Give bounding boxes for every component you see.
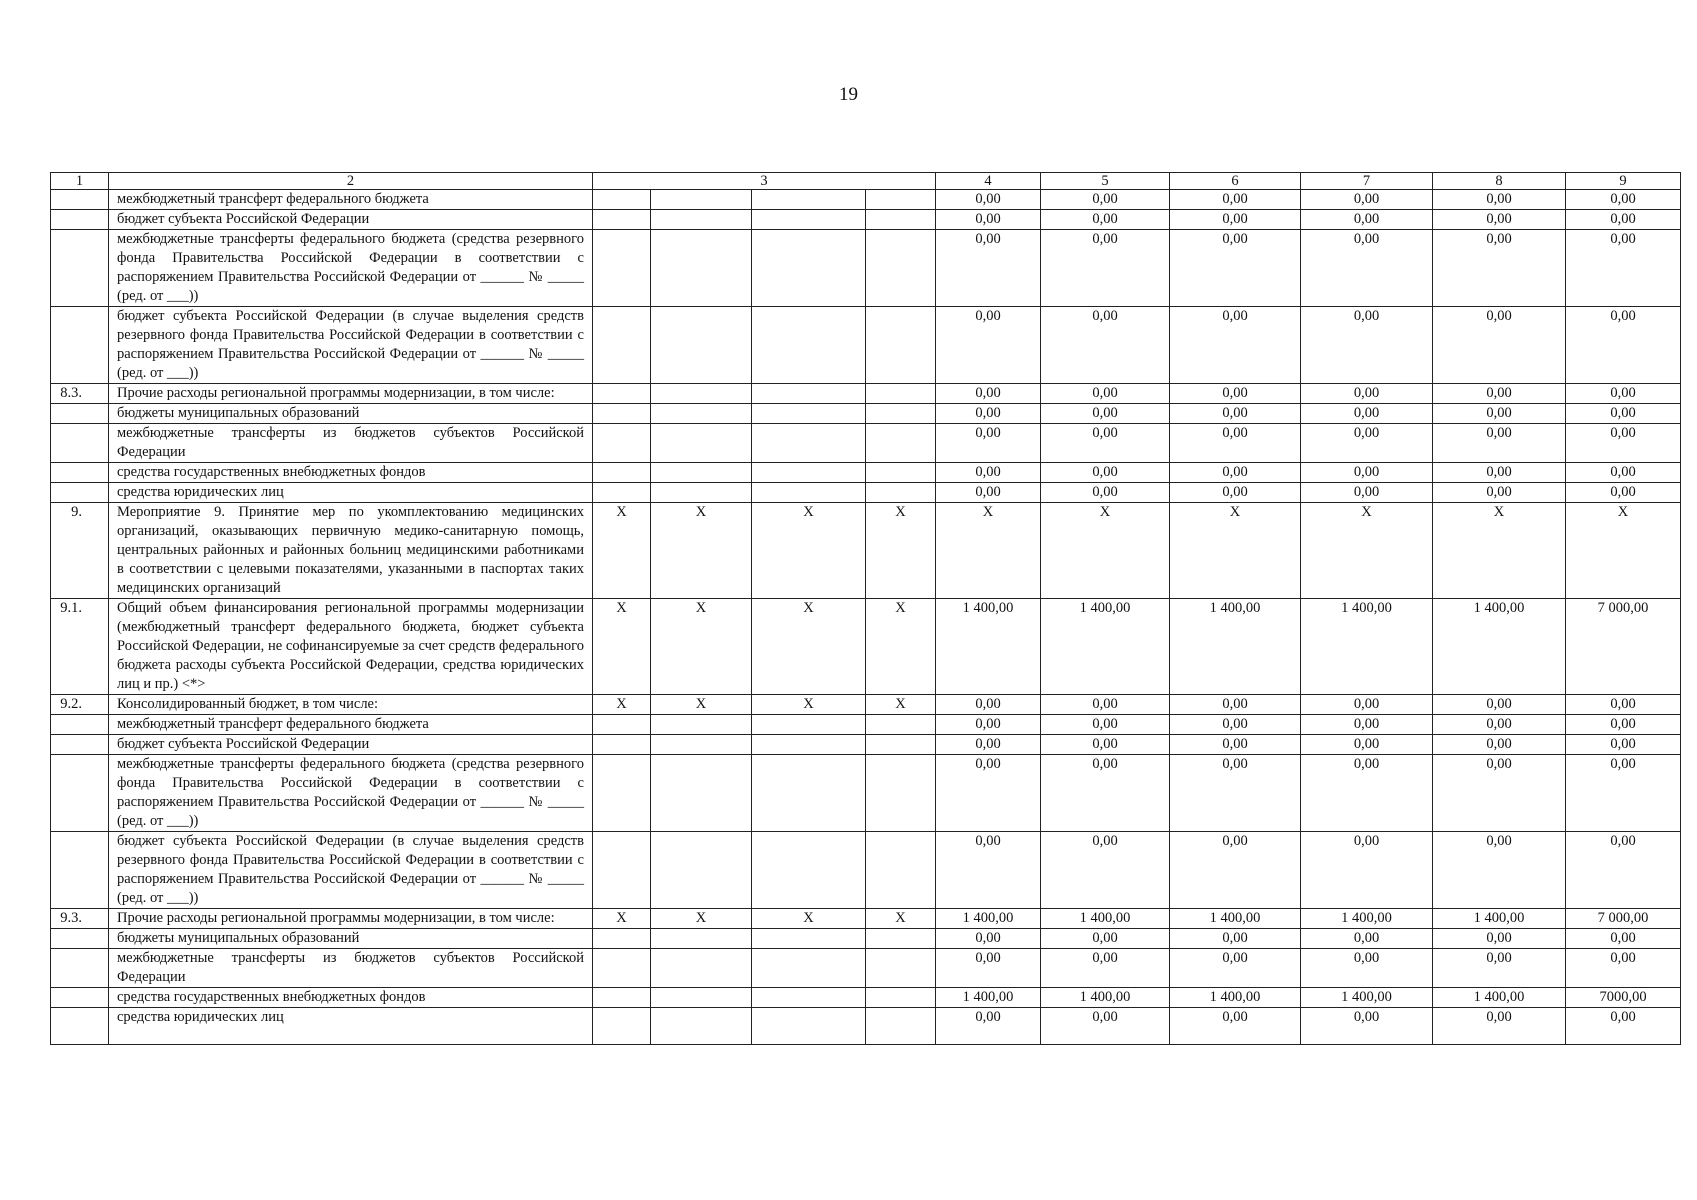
source-mark-cell [651, 483, 752, 503]
amount-cell: 0,00 [1170, 755, 1301, 832]
source-mark-cell [593, 735, 651, 755]
source-mark-cell [752, 755, 866, 832]
source-mark-cell [651, 929, 752, 949]
source-mark-cell [593, 190, 651, 210]
amount-cell: 0,00 [1566, 210, 1681, 230]
amount-cell: 0,00 [1041, 190, 1170, 210]
amount-cell: X [1566, 503, 1681, 599]
source-mark-cell: X [651, 909, 752, 929]
table-row [51, 929, 1681, 949]
row-index [51, 463, 109, 483]
row-index: 9.3. [51, 909, 109, 929]
source-mark-cell [651, 1008, 752, 1045]
source-mark-cell [593, 715, 651, 735]
source-mark-cell: X [866, 909, 936, 929]
source-mark-cell [866, 190, 936, 210]
amount-cell: 0,00 [936, 210, 1041, 230]
amount-cell: 1 400,00 [1170, 599, 1301, 695]
amount-cell: 1 400,00 [936, 988, 1041, 1008]
amount-cell: 0,00 [1433, 190, 1566, 210]
source-mark-cell [651, 384, 752, 404]
source-mark-cell: X [593, 599, 651, 695]
source-mark-cell [752, 404, 866, 424]
source-mark-cell [866, 230, 936, 307]
table-row [51, 404, 1681, 424]
row-description: средства государственных внебюджетных фондов [109, 988, 593, 1008]
page-number: 19 [839, 84, 858, 105]
amount-cell: 0,00 [1170, 929, 1301, 949]
amount-cell: 1 400,00 [1041, 599, 1170, 695]
amount-cell: 1 400,00 [1433, 909, 1566, 929]
amount-cell: 0,00 [1566, 190, 1681, 210]
amount-cell: 0,00 [1301, 404, 1433, 424]
source-mark-cell [866, 424, 936, 463]
header-cell: 9 [1566, 173, 1681, 190]
amount-cell: 7 000,00 [1566, 599, 1681, 695]
amount-cell: 0,00 [1170, 384, 1301, 404]
source-mark-cell: X [752, 695, 866, 715]
amount-cell: 0,00 [1566, 483, 1681, 503]
amount-cell: 0,00 [1170, 949, 1301, 988]
header-cell: 4 [936, 173, 1041, 190]
row-description: Общий объем финансирования региональной программы модернизации (межбюджетный трансферт федерального бюджета, бюджет субъекта Российской Федерации, не софинансируемые за счет средств федерального бюджета расходы субъекта Российской Федерации, средства юридических лиц и пр.) <*> [109, 599, 593, 695]
amount-cell: 0,00 [1041, 695, 1170, 715]
amount-cell: 0,00 [1041, 404, 1170, 424]
row-description: межбюджетные трансферты из бюджетов субъектов Российской Федерации [109, 424, 593, 463]
row-description: бюджет субъекта Российской Федерации [109, 735, 593, 755]
amount-cell: 0,00 [1566, 463, 1681, 483]
amount-cell: 0,00 [1566, 715, 1681, 735]
amount-cell: 0,00 [1433, 929, 1566, 949]
row-description: бюджеты муниципальных образований [109, 929, 593, 949]
source-mark-cell [866, 307, 936, 384]
source-mark-cell [866, 832, 936, 909]
row-description: межбюджетные трансферты из бюджетов субъектов Российской Федерации [109, 949, 593, 988]
table-row [51, 463, 1681, 483]
source-mark-cell: X [651, 599, 752, 695]
amount-cell: 0,00 [936, 695, 1041, 715]
source-mark-cell [752, 988, 866, 1008]
source-mark-cell [866, 929, 936, 949]
amount-cell: 0,00 [936, 384, 1041, 404]
table-row [51, 988, 1681, 1008]
amount-cell: 0,00 [1301, 949, 1433, 988]
amount-cell: 0,00 [1433, 1008, 1566, 1045]
amount-cell: 0,00 [936, 755, 1041, 832]
source-mark-cell [752, 735, 866, 755]
header-row [51, 173, 1681, 190]
amount-cell: 0,00 [936, 735, 1041, 755]
source-mark-cell [866, 463, 936, 483]
source-mark-cell [866, 715, 936, 735]
source-mark-cell [651, 190, 752, 210]
table-row [51, 230, 1681, 307]
source-mark-cell [593, 230, 651, 307]
header-cell: 1 [51, 173, 109, 190]
row-description: бюджет субъекта Российской Федерации (в случае выделения средств резервного фонда Правительства Российской Федерации в соответствии с распоряжением Правительства Российской Федерации от ______ № _____ (ред. от ___)) [109, 832, 593, 909]
amount-cell: 0,00 [1170, 404, 1301, 424]
amount-cell: 0,00 [1301, 755, 1433, 832]
table-body [51, 173, 1681, 1045]
amount-cell: 0,00 [1301, 210, 1433, 230]
amount-cell: 0,00 [936, 404, 1041, 424]
amount-cell: 0,00 [1566, 929, 1681, 949]
source-mark-cell: X [752, 503, 866, 599]
table-row [51, 503, 1681, 599]
source-mark-cell [752, 715, 866, 735]
row-description: бюджеты муниципальных образований [109, 404, 593, 424]
amount-cell: 1 400,00 [1170, 988, 1301, 1008]
table-row [51, 949, 1681, 988]
amount-cell: 0,00 [1301, 929, 1433, 949]
table-row [51, 190, 1681, 210]
amount-cell: 1 400,00 [1041, 988, 1170, 1008]
source-mark-cell [593, 483, 651, 503]
amount-cell: 0,00 [936, 307, 1041, 384]
financing-table [50, 172, 1681, 1045]
amount-cell: 0,00 [1041, 929, 1170, 949]
amount-cell: 0,00 [1566, 1008, 1681, 1045]
amount-cell: 0,00 [1041, 384, 1170, 404]
amount-cell: 0,00 [936, 929, 1041, 949]
amount-cell: 0,00 [1170, 695, 1301, 715]
row-index [51, 424, 109, 463]
amount-cell: 0,00 [936, 424, 1041, 463]
row-index [51, 832, 109, 909]
header-cell: 2 [109, 173, 593, 190]
source-mark-cell [752, 424, 866, 463]
amount-cell: 0,00 [1566, 384, 1681, 404]
row-description: средства юридических лиц [109, 1008, 593, 1045]
amount-cell: 0,00 [1041, 483, 1170, 503]
source-mark-cell: X [593, 503, 651, 599]
row-description: бюджет субъекта Российской Федерации (в случае выделения средств резервного фонда Правительства Российской Федерации в соответствии с распоряжением Правительства Российской Федерации от ______ № _____ (ред. от ___)) [109, 307, 593, 384]
source-mark-cell [752, 210, 866, 230]
source-mark-cell [651, 988, 752, 1008]
table-row [51, 384, 1681, 404]
table-row [51, 755, 1681, 832]
source-mark-cell [651, 463, 752, 483]
amount-cell: 0,00 [936, 949, 1041, 988]
source-mark-cell [593, 424, 651, 463]
amount-cell: 0,00 [1433, 949, 1566, 988]
table-row [51, 715, 1681, 735]
amount-cell: 0,00 [1301, 463, 1433, 483]
header-cell: 5 [1041, 173, 1170, 190]
row-index: 9.1. [51, 599, 109, 695]
source-mark-cell: X [593, 695, 651, 715]
amount-cell: 0,00 [1433, 230, 1566, 307]
amount-cell: 0,00 [1433, 404, 1566, 424]
amount-cell: 0,00 [1301, 695, 1433, 715]
header-cell: 8 [1433, 173, 1566, 190]
amount-cell: 1 400,00 [936, 599, 1041, 695]
header-cell: 7 [1301, 173, 1433, 190]
source-mark-cell [651, 230, 752, 307]
amount-cell: 0,00 [1433, 755, 1566, 832]
row-index: 9.2. [51, 695, 109, 715]
amount-cell: 0,00 [1041, 230, 1170, 307]
row-index: 8.3. [51, 384, 109, 404]
source-mark-cell [752, 929, 866, 949]
source-mark-cell [866, 949, 936, 988]
row-index: 9. [51, 503, 109, 599]
source-mark-cell [866, 483, 936, 503]
row-index [51, 483, 109, 503]
table-row [51, 483, 1681, 503]
amount-cell: 0,00 [1433, 832, 1566, 909]
row-index [51, 1008, 109, 1045]
amount-cell: 0,00 [936, 1008, 1041, 1045]
row-index [51, 735, 109, 755]
amount-cell: 0,00 [1433, 695, 1566, 715]
amount-cell: 0,00 [1041, 715, 1170, 735]
amount-cell: 0,00 [1566, 307, 1681, 384]
amount-cell: 0,00 [1433, 424, 1566, 463]
amount-cell: 1 400,00 [1433, 988, 1566, 1008]
row-description: средства государственных внебюджетных фондов [109, 463, 593, 483]
source-mark-cell [866, 988, 936, 1008]
amount-cell: X [936, 503, 1041, 599]
amount-cell: X [1041, 503, 1170, 599]
source-mark-cell [593, 949, 651, 988]
amount-cell: 0,00 [1433, 463, 1566, 483]
amount-cell: 0,00 [1170, 307, 1301, 384]
amount-cell: 0,00 [936, 190, 1041, 210]
amount-cell: 0,00 [936, 715, 1041, 735]
amount-cell: 7 000,00 [1566, 909, 1681, 929]
source-mark-cell: X [866, 695, 936, 715]
amount-cell: 0,00 [1041, 735, 1170, 755]
source-mark-cell [593, 463, 651, 483]
amount-cell: 0,00 [1170, 424, 1301, 463]
amount-cell: 0,00 [1301, 384, 1433, 404]
source-mark-cell [752, 832, 866, 909]
amount-cell: 0,00 [1433, 210, 1566, 230]
amount-cell: 0,00 [1301, 1008, 1433, 1045]
source-mark-cell: X [866, 599, 936, 695]
amount-cell: 0,00 [1301, 715, 1433, 735]
source-mark-cell [651, 949, 752, 988]
amount-cell: 0,00 [1433, 715, 1566, 735]
row-index [51, 988, 109, 1008]
source-mark-cell [651, 715, 752, 735]
amount-cell: 7000,00 [1566, 988, 1681, 1008]
source-mark-cell [593, 832, 651, 909]
source-mark-cell [752, 190, 866, 210]
source-mark-cell [651, 735, 752, 755]
row-index [51, 755, 109, 832]
amount-cell: 0,00 [1041, 755, 1170, 832]
row-index [51, 929, 109, 949]
source-mark-cell [866, 404, 936, 424]
row-description: Мероприятие 9. Принятие мер по укомплектованию медицинских организаций, оказывающих первичную медико-санитарную помощь, центральных районных и районных больниц медицинскими работниками в соответствии с целевыми показателями, указанными в паспортах таких медицинских организаций [109, 503, 593, 599]
amount-cell: 0,00 [1433, 384, 1566, 404]
table-row [51, 832, 1681, 909]
row-index [51, 949, 109, 988]
amount-cell: 1 400,00 [1170, 909, 1301, 929]
amount-cell: 0,00 [1301, 735, 1433, 755]
amount-cell: 0,00 [936, 463, 1041, 483]
source-mark-cell [752, 307, 866, 384]
source-mark-cell [593, 1008, 651, 1045]
row-index [51, 404, 109, 424]
amount-cell: 0,00 [1041, 424, 1170, 463]
table-row [51, 307, 1681, 384]
source-mark-cell [752, 483, 866, 503]
source-mark-cell [866, 735, 936, 755]
amount-cell: 0,00 [1566, 230, 1681, 307]
table-row [51, 599, 1681, 695]
amount-cell: 0,00 [1566, 755, 1681, 832]
header-cell: 3 [593, 173, 936, 190]
source-mark-cell [866, 384, 936, 404]
row-description: межбюджетный трансферт федерального бюджета [109, 715, 593, 735]
table-row [51, 424, 1681, 463]
source-mark-cell [593, 755, 651, 832]
source-mark-cell [752, 463, 866, 483]
source-mark-cell [866, 1008, 936, 1045]
amount-cell: X [1170, 503, 1301, 599]
amount-cell: 1 400,00 [1301, 909, 1433, 929]
amount-cell: 0,00 [1041, 949, 1170, 988]
source-mark-cell: X [866, 503, 936, 599]
source-mark-cell [651, 755, 752, 832]
source-mark-cell [593, 929, 651, 949]
amount-cell: 0,00 [936, 832, 1041, 909]
source-mark-cell: X [651, 503, 752, 599]
source-mark-cell [752, 949, 866, 988]
amount-cell: 0,00 [1566, 404, 1681, 424]
row-index [51, 230, 109, 307]
row-index [51, 307, 109, 384]
amount-cell: 0,00 [1170, 210, 1301, 230]
row-description: Прочие расходы региональной программы модернизации, в том числе: [109, 909, 593, 929]
amount-cell: 0,00 [936, 230, 1041, 307]
amount-cell: 0,00 [1301, 230, 1433, 307]
row-description: межбюджетные трансферты федерального бюджета (средства резервного фонда Правительства Российской Федерации в соответствии с распоряжением Правительства Российской Федерации от ______ № _____ (ред. от ___)) [109, 755, 593, 832]
amount-cell: 0,00 [1170, 832, 1301, 909]
source-mark-cell [752, 1008, 866, 1045]
amount-cell: 0,00 [1041, 1008, 1170, 1045]
row-index [51, 210, 109, 230]
source-mark-cell [593, 210, 651, 230]
source-mark-cell [593, 384, 651, 404]
amount-cell: 0,00 [1566, 424, 1681, 463]
source-mark-cell [651, 424, 752, 463]
row-description: бюджет субъекта Российской Федерации [109, 210, 593, 230]
amount-cell: X [1301, 503, 1433, 599]
amount-cell: 0,00 [1301, 190, 1433, 210]
source-mark-cell: X [752, 599, 866, 695]
amount-cell: 1 400,00 [1041, 909, 1170, 929]
source-mark-cell [752, 384, 866, 404]
row-description: Консолидированный бюджет, в том числе: [109, 695, 593, 715]
amount-cell: 0,00 [936, 483, 1041, 503]
amount-cell: 0,00 [1041, 463, 1170, 483]
table-row [51, 210, 1681, 230]
source-mark-cell: X [593, 909, 651, 929]
row-description: межбюджетные трансферты федерального бюджета (средства резервного фонда Правительства Российской Федерации в соответствии с распоряжением Правительства Российской Федерации от ______ № _____ (ред. от ___)) [109, 230, 593, 307]
amount-cell: 0,00 [1301, 832, 1433, 909]
amount-cell: 0,00 [1566, 949, 1681, 988]
amount-cell: 0,00 [1433, 307, 1566, 384]
amount-cell: 0,00 [1170, 715, 1301, 735]
source-mark-cell [651, 404, 752, 424]
amount-cell: X [1433, 503, 1566, 599]
source-mark-cell: X [752, 909, 866, 929]
amount-cell: 0,00 [1301, 483, 1433, 503]
amount-cell: 0,00 [1433, 735, 1566, 755]
row-index [51, 190, 109, 210]
source-mark-cell: X [651, 695, 752, 715]
source-mark-cell [593, 988, 651, 1008]
source-mark-cell [651, 307, 752, 384]
source-mark-cell [593, 404, 651, 424]
table-row [51, 735, 1681, 755]
amount-cell: 0,00 [1170, 463, 1301, 483]
source-mark-cell [866, 755, 936, 832]
amount-cell: 0,00 [1170, 1008, 1301, 1045]
source-mark-cell [651, 832, 752, 909]
amount-cell: 0,00 [1566, 832, 1681, 909]
source-mark-cell [593, 307, 651, 384]
amount-cell: 0,00 [1566, 695, 1681, 715]
table-row [51, 695, 1681, 715]
source-mark-cell [651, 210, 752, 230]
amount-cell: 1 400,00 [1301, 988, 1433, 1008]
amount-cell: 0,00 [1170, 230, 1301, 307]
amount-cell: 1 400,00 [936, 909, 1041, 929]
amount-cell: 0,00 [1041, 832, 1170, 909]
amount-cell: 0,00 [1301, 307, 1433, 384]
amount-cell: 0,00 [1170, 735, 1301, 755]
row-index [51, 715, 109, 735]
amount-cell: 0,00 [1170, 190, 1301, 210]
amount-cell: 1 400,00 [1301, 599, 1433, 695]
amount-cell: 1 400,00 [1433, 599, 1566, 695]
table-row [51, 909, 1681, 929]
row-description: средства юридических лиц [109, 483, 593, 503]
amount-cell: 0,00 [1041, 307, 1170, 384]
amount-cell: 0,00 [1041, 210, 1170, 230]
source-mark-cell [752, 230, 866, 307]
table-row [51, 1008, 1681, 1045]
header-cell: 6 [1170, 173, 1301, 190]
amount-cell: 0,00 [1433, 483, 1566, 503]
row-description: Прочие расходы региональной программы модернизации, в том числе: [109, 384, 593, 404]
row-description: межбюджетный трансферт федерального бюджета [109, 190, 593, 210]
amount-cell: 0,00 [1566, 735, 1681, 755]
source-mark-cell [866, 210, 936, 230]
amount-cell: 0,00 [1170, 483, 1301, 503]
amount-cell: 0,00 [1301, 424, 1433, 463]
